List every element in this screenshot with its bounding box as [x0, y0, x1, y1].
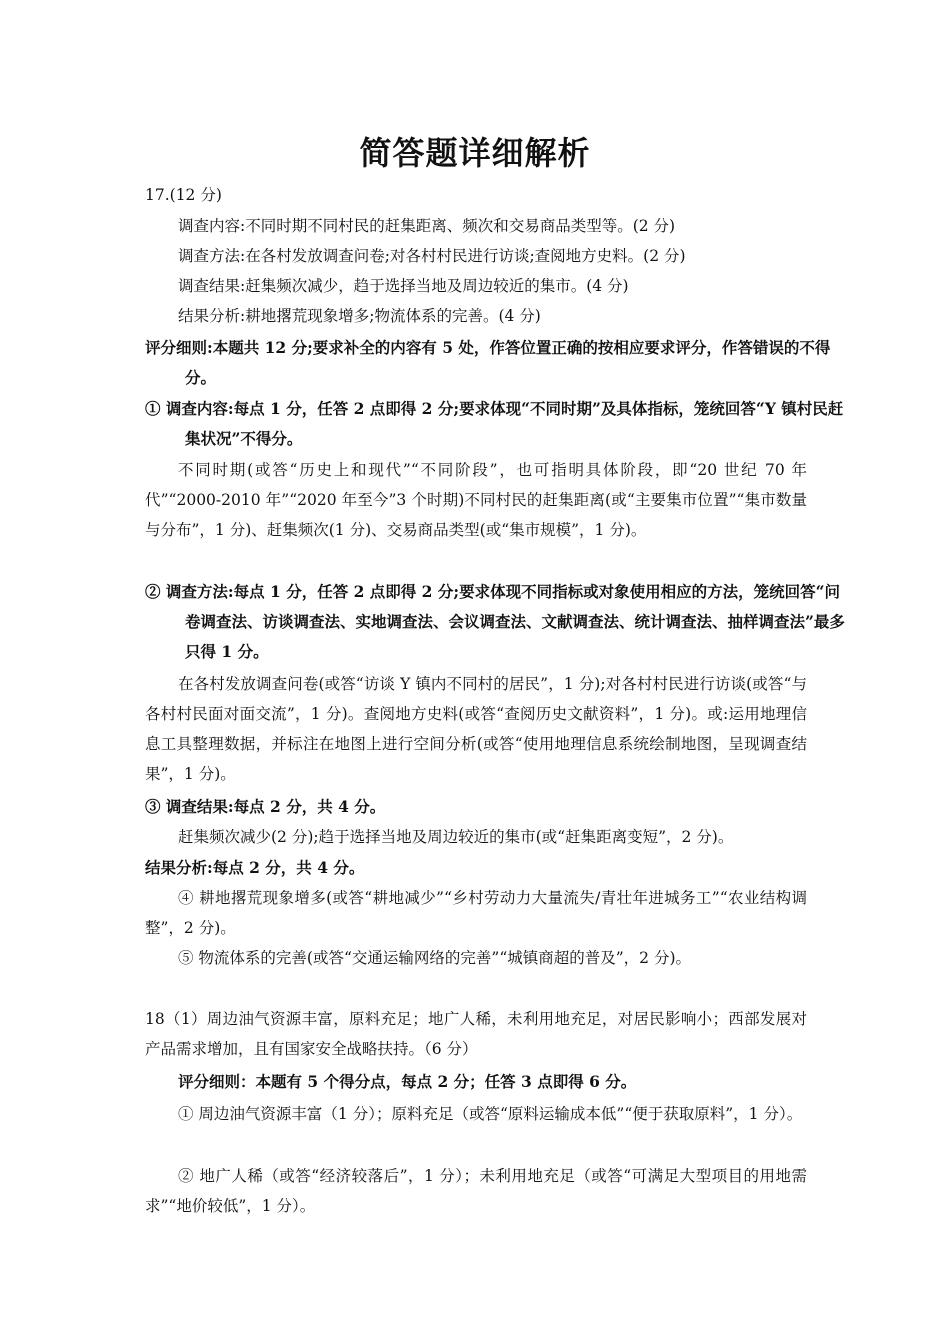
q17-rule-2-head: ② 调查方法:每点 1 分，任答 2 点即得 2 分;要求体现不同指标或对象使用相应的方法，笼统回答“问卷调查法、访谈调查法、实地调查法、会议调查法、文献调查法、统计调查法、抽样调查法”最多只得 1 分。 — [145, 582, 845, 661]
q17-line-4: 结果分析:耕地撂荒现象增多;物流体系的完善。(4 分) — [178, 307, 541, 325]
q17-rule-4-a: ④ 耕地撂荒现象增多(或答“耕地减少”“乡村劳动力大量流失/青壮年进城务工”“农业结构调整”，2 分)。 — [145, 889, 807, 937]
q17-rule-3-body: 赶集频次减少(2 分);趋于选择当地及周边较近的集市(或“赶集距离变短”，2 分)。 — [178, 828, 734, 846]
q17-line-1: 调查内容:不同时期不同村民的赶集距离、频次和交易商品类型等。(2 分) — [178, 217, 676, 235]
q18-scoring-rule: 评分细则：本题有 5 个得分点，每点 2 分；任答 3 点即得 6 分。 — [178, 1072, 637, 1091]
q18-point-a: ① 周边油气资源丰富（1 分）；原料充足（或答“原料运输成本低”“便于获取原料”，1 分）。 — [178, 1105, 803, 1123]
page-title: 简答题详细解析 — [359, 134, 591, 172]
q18-point-b: ② 地广人稀（或答“经济较落后”，1 分）；未利用地充足（或答“可满足大型项目的用地需求”“地价较低”，1 分）。 — [145, 1167, 807, 1215]
q17-rule-3-head: ③ 调查结果:每点 2 分，共 4 分。 — [145, 797, 386, 816]
q17-rule-4-b: ⑤ 物流体系的完善(或答“交通运输网络的完善”“城镇商超的普及”，2 分)。 — [178, 949, 692, 967]
q17-scoring-rule: 评分细则:本题共 12 分;要求补全的内容有 5 处，作答位置正确的按相应要求评分，作答错误的不得分。 — [145, 338, 831, 387]
q17-line-3: 调查结果:赶集频次减少，趋于选择当地及周边较近的集市。(4 分) — [178, 277, 629, 295]
q17-rule-2-body: 在各村发放调查问卷(或答“访谈 Y 镇内不同村的居民”，1 分);对各村村民进行访谈(或答“与各村村民面对面交流”，1 分)。查阅地方史料(或答“查阅历史文献资料”，1 分)。或:运用地理信息工具整理数据，并标注在地图上进行空间分析(或答“使用地理信息系统绘制地图，呈现调查结果”，1 分)。 — [145, 675, 807, 783]
q17-rule-1-body: 不同时期(或答“历史上和现代”“不同阶段”，也可指明具体阶段，即“20 世纪 70 年代”“2000-2010 年”“2020 年至今”3 个时期)不同村民的赶集距离(或“主要集市位置”“集市数量与分布”，1 分)、赶集频次(1 分)、交易商品类型(或“集市规模”，1 分)。 — [145, 461, 807, 539]
q17-head: 17.(12 分) — [145, 186, 222, 204]
q17-rule-4-head: 结果分析:每点 2 分，共 4 分。 — [145, 858, 365, 877]
q17-line-2: 调查方法:在各村发放调查问卷;对各村村民进行访谈;查阅地方史料。(2 分) — [178, 247, 686, 265]
q18-part-1: 18（1）周边油气资源丰富，原料充足；地广人稀，未利用地充足，对居民影响小；西部发展对产品需求增加，且有国家安全战略扶持。（6 分） — [145, 1010, 807, 1058]
q17-rule-1-head: ① 调查内容:每点 1 分，任答 2 点即得 2 分;要求体现“不同时期”及具体指标，笼统回答“Y 镇村民赶集状况”不得分。 — [145, 399, 844, 448]
